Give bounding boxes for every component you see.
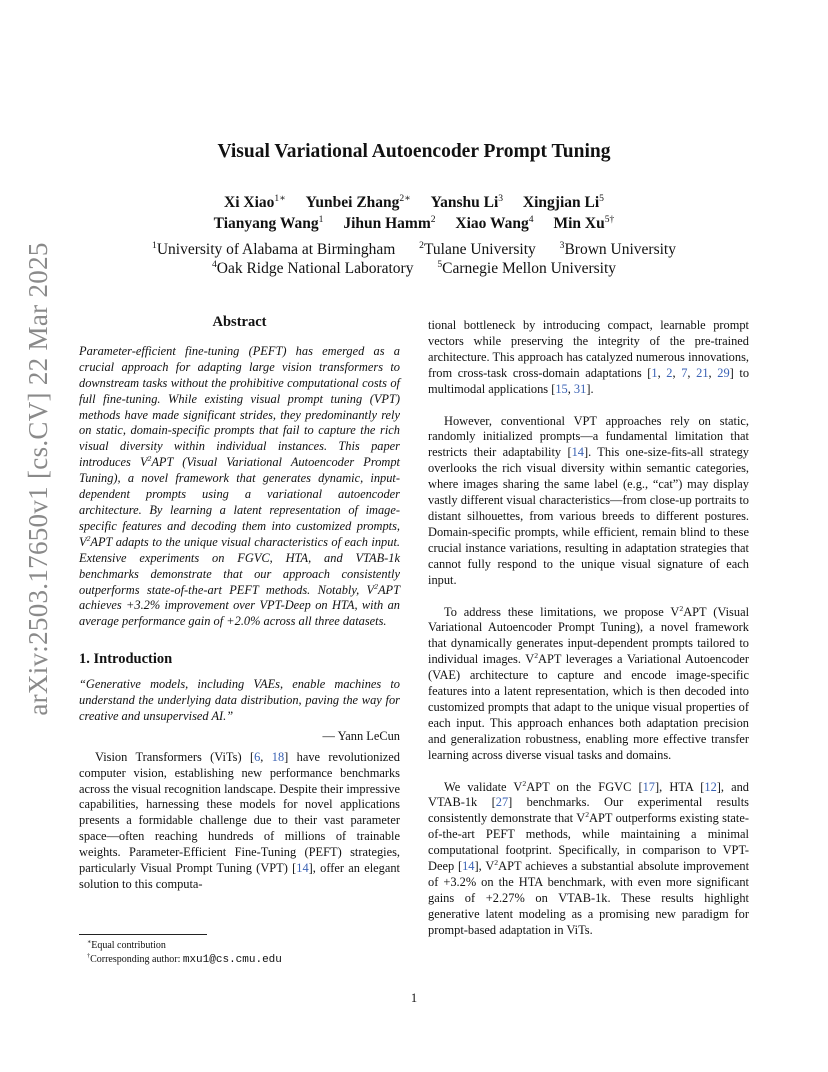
author: Yanshu Li$^3$ <box>430 192 504 211</box>
arxiv-identifier: arXiv:2503.17650v1 [cs.CV] 22 Mar 2025 <box>23 242 53 716</box>
citation-link[interactable]: 1 <box>651 365 658 380</box>
affiliation: $^1$University of Alabama at Birmingham <box>152 239 396 258</box>
abstract-heading: Abstract <box>212 314 267 330</box>
footnote-rule <box>79 934 207 935</box>
body-paragraph: We validate $V^2APT$ on the FGVC [17], HTA [12], and VTAB-1k [27] benchmarks. Our experimental results consistently demonstrate that $V^2APT$ outperforms existing state-of-the-art PEFT methods, while maintaining a minimal computational footprint. Specifically, in comparison to VPT-Deep [14], $V^2APT$ achieves a substantial absolute improvement of +3.2% on the HTA benchmark, with even more significant gains of +2.27% on VTAB-1k. These results highlight generative latent modeling as a promising new paradigm for prompt-based adaptation in ViTs. <box>428 778 750 937</box>
citation-link[interactable]: 7 <box>681 365 688 380</box>
affiliation: $^2$Tulane University <box>419 239 536 258</box>
citation-link[interactable]: 6 <box>254 749 261 764</box>
affiliation: $^5$Carnegie Mellon University <box>437 258 617 277</box>
authors-line-1 <box>0 194 828 212</box>
body-paragraph: However, conventional VPT approaches rely on static, randomly initialized prompts—a fundamental limitation that restricts their adaptability [14]. This one-size-fits-all strategy overlooks the rich visual diversity within semantic categories, where images sharing the same label (e.g., “cat”) may display vastly different visual characteristics—from close-up portraits to distant silhouettes, from various breeds to different postures. Domain-specific prompts, while efficient, remain blind to these crucial instance variations, resulting in adaptation strategies that cannot fully respond to the unique visual signature of each input. <box>428 413 749 587</box>
citation-link[interactable]: 2 <box>666 365 673 380</box>
paper-title: Visual Variational Autoencoder Prompt Tuning <box>217 141 611 162</box>
affiliations-line-1 <box>0 241 828 259</box>
email-link[interactable]: mxu1@cs.cmu.edu <box>182 953 282 966</box>
footnotes <box>79 934 400 967</box>
author: Tianyang Wang$^1$ <box>213 213 324 232</box>
author: Xiao Wang$^4$ <box>455 213 534 232</box>
citation-link[interactable]: 12 <box>704 779 717 794</box>
author: Yunbei Zhang$^{2∗}$ <box>305 192 411 211</box>
epigraph-quote: “Generative models, including VAEs, enable machines to understand the underlying data distribution, paving the way for creative and unsupervised AI.” <box>79 677 400 723</box>
body-paragraph: To address these limitations, we propose $V^2APT$ (Visual Variational Autoencoder Prompt Tuning), a novel framework that dynamically generates input-dependent prompts tailored to individual images. $V^2APT$ leverages a Variational Autoencoder (VAE) architecture to capture and encode image-specific features into a latent representation, which is then decoded into customized prompts that adapt to the unique visual properties of each input. This approach enhances both adaptation precision and generalization robustness, enabling more effective transfer learning across diverse visual tasks and domains. <box>428 603 750 762</box>
author: Xi Xiao$^{1∗}$ <box>224 192 286 211</box>
affiliation: $^4$Oak Ridge National Laboratory <box>211 258 414 277</box>
page-number: 1 <box>410 991 418 1005</box>
abstract-text: Parameter-efficient fine-tuning (PEFT) has emerged as a crucial approach for adapting large vision transformers to downstream tasks without the prohibitive computational costs of full fine-tuning. While existing visual prompt tuning (VPT) methods have made significant strides, they predominantly rely on static, domain-specific prompts that fail to capture the rich visual diversity within individual instances. This paper introduces $V^2APT$ (Visual Variational Autoencoder Prompt Tuning), a novel framework that generates dynamic, input-dependent prompts using a variational autoencoder architecture. By learning a latent representation of image-specific features and decoding them into customized prompts, $V^2APT$ adapts to the unique visual characteristics of each input. Extensive experiments on FGVC, HTA, and VTAB-1k benchmarks demonstrate that our approach consistently outperforms state-of-the-art PEFT methods. Notably, $V^2APT$ achieves +3.2% improvement over VPT-Deep on HTA, with an average performance gain of +2.0% across all three datasets. <box>79 343 400 629</box>
citation-link[interactable]: 18 <box>271 749 285 764</box>
citation-link[interactable]: 27 <box>495 795 509 810</box>
footnote-equal-contribution: ∗Equal contribution <box>87 938 166 951</box>
citation-link[interactable]: 15 <box>555 381 568 396</box>
right-column <box>428 318 749 939</box>
body-paragraph: tional bottleneck by introducing compact, learnable prompt vectors while preserving the integrity of the pre-trained architecture. This approach has catalyzed numerous innovations, from cross-task cross-domain adaptations [1, 2, 7, 21, 29] to multimodal applications [15, 31]. <box>428 318 750 396</box>
footnote-corresponding-author: †Corresponding author: mxu1@cs.cmu.edu <box>87 952 282 966</box>
author: Min $Xu^{5\dagger}$ <box>553 213 615 232</box>
author: Xingjian Li$^5$ <box>522 192 604 211</box>
citation-link[interactable]: 29 <box>717 365 730 380</box>
citation-link[interactable]: 31 <box>573 381 587 396</box>
author: Jihun Hamm$^2$ <box>343 213 436 232</box>
section-heading-introduction: 1. Introduction <box>79 651 173 668</box>
affiliation: $^3$Brown University <box>559 239 676 258</box>
affiliations-line-2 <box>0 260 828 278</box>
authors-line-2 <box>0 215 828 233</box>
citation-link[interactable]: 14 <box>296 861 309 876</box>
citation-link[interactable]: 14 <box>571 445 584 460</box>
intro-paragraph: Vision Transformers (ViTs) [6, 18] have revolutionized computer vision, establishing new performance benchmarks across the visual recognition landscape. Despite their impressive capabilities, harnessing these models for novel applications presents a formidable challenge due to their vast parameter space—often reaching hundreds of millions of trainable weights. Parameter-Efficient Fine-Tuning (PEFT) strategies, particularly Visual Prompt Tuning (VPT) [14], offer an elegant solution to this computa- <box>79 749 400 891</box>
citation-link[interactable]: 21 <box>696 365 709 380</box>
left-column <box>79 315 400 893</box>
citation-link[interactable]: 14 <box>462 859 475 874</box>
citation-link[interactable]: 17 <box>642 779 655 794</box>
epigraph-attribution: — Yann LeCun <box>322 728 400 743</box>
